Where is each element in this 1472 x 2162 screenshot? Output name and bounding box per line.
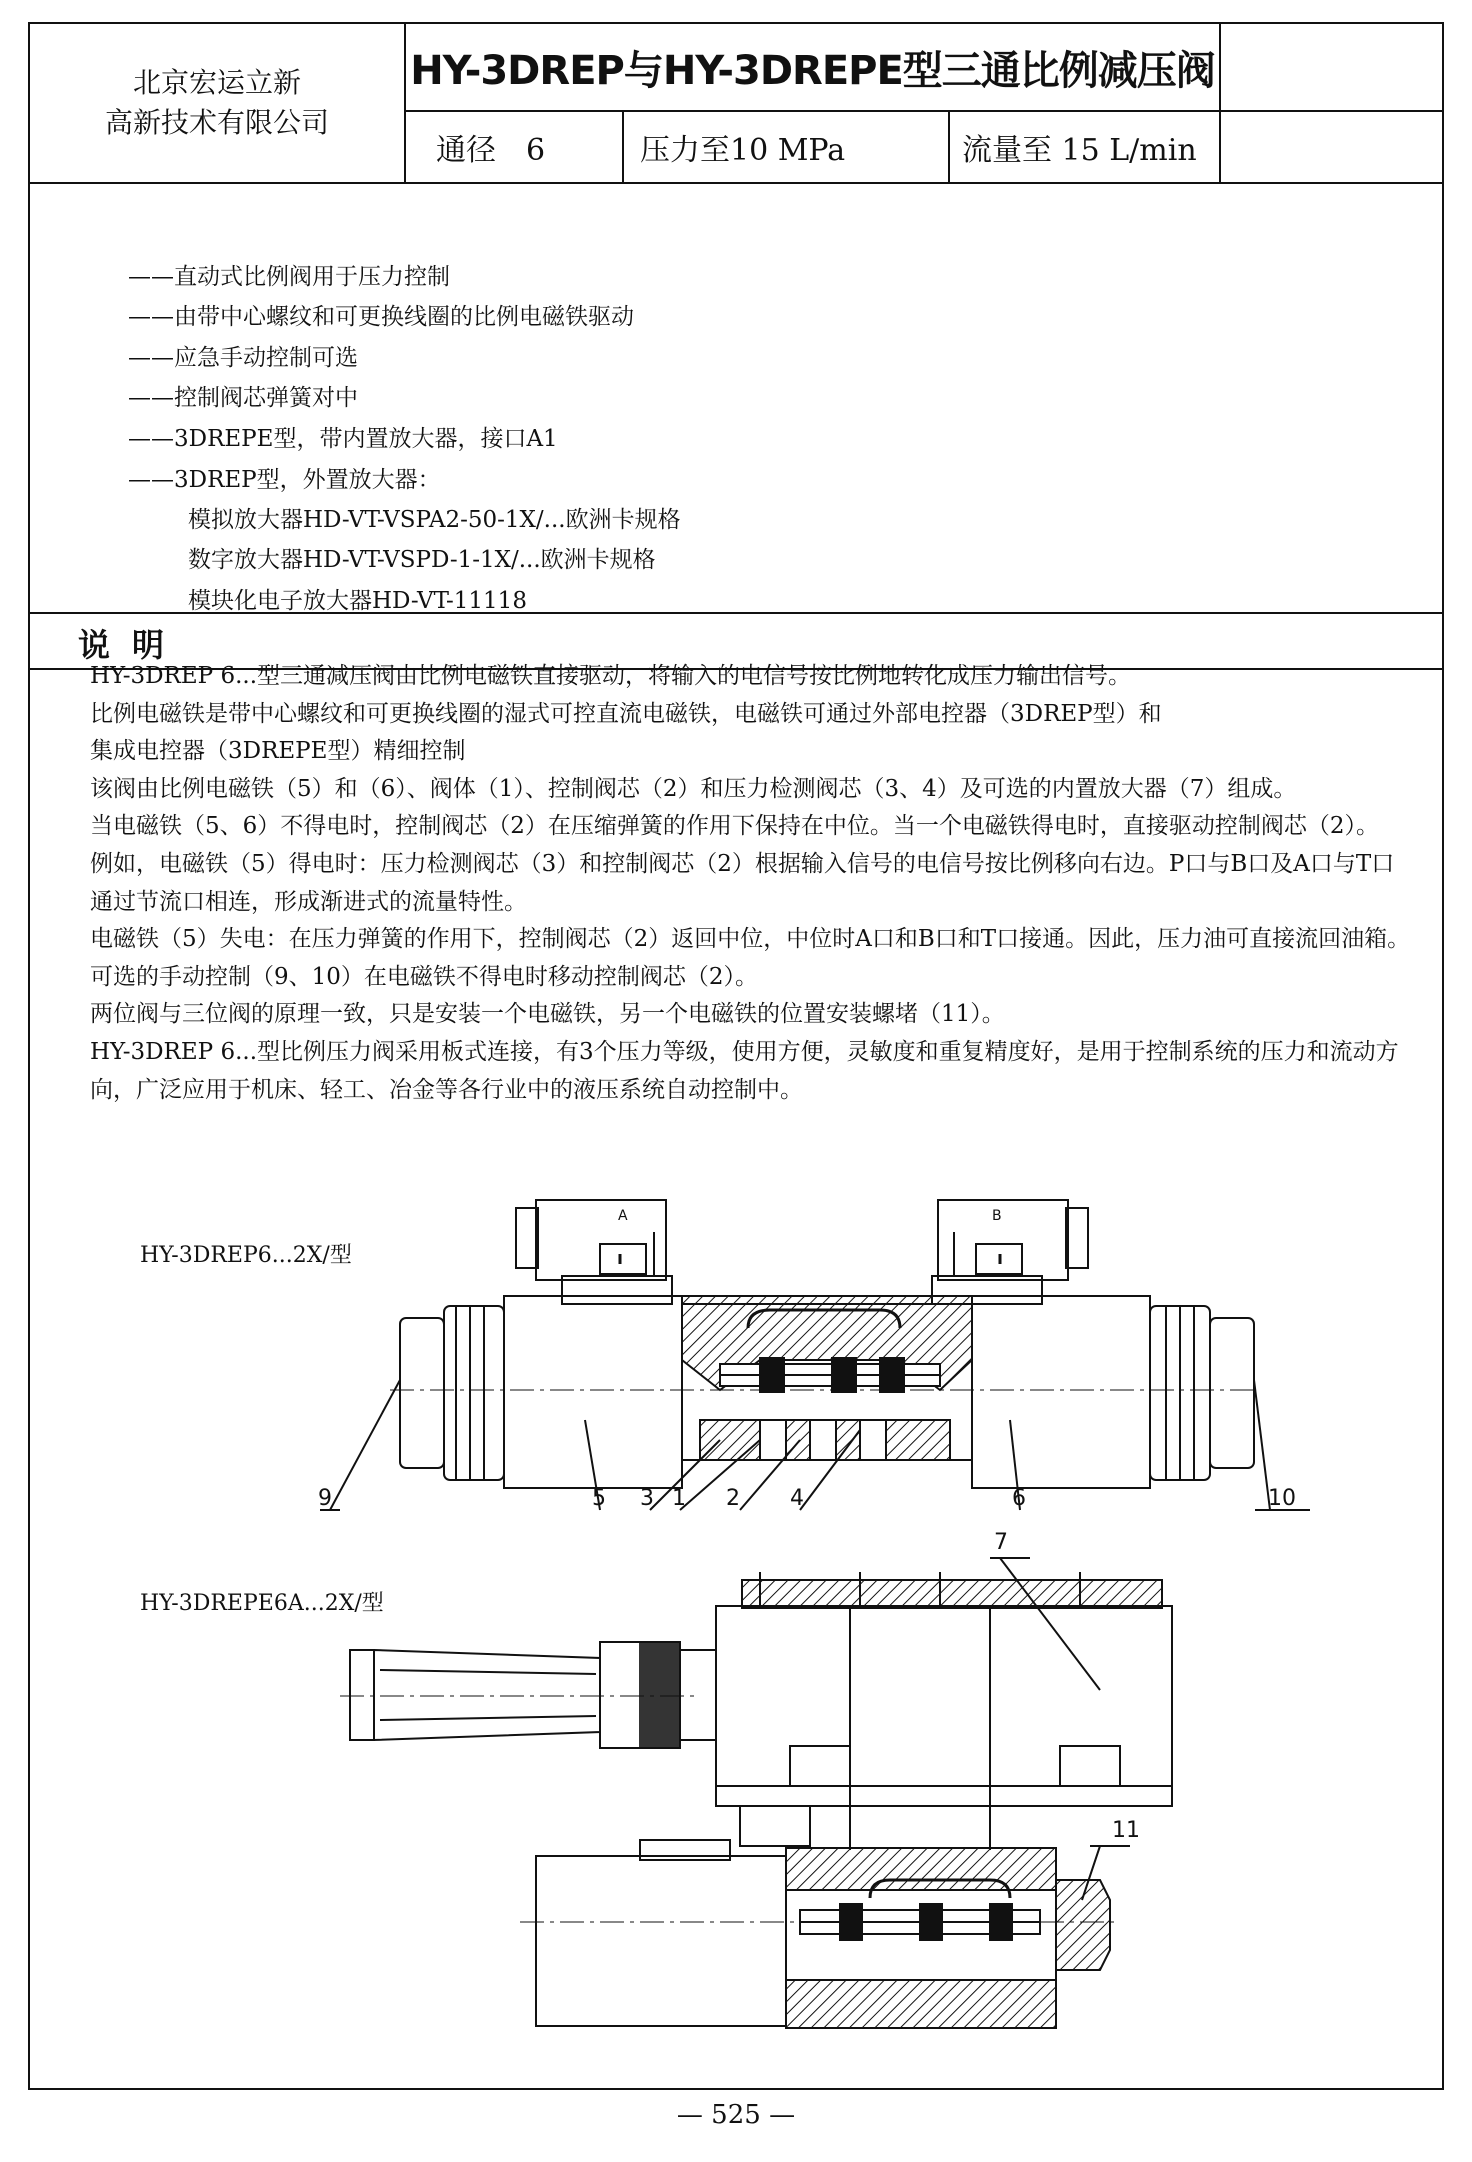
description-line: 可选的手动控制（9、10）在电磁铁不得电时移动控制阀芯（2）。 — [90, 963, 759, 990]
manual-override-right — [1210, 1318, 1254, 1468]
valve-drawing-3drepe — [340, 1558, 1172, 2028]
description-line: 例如，电磁铁（5）得电时：压力检测阀芯（3）和控制阀芯（2）根据输入信号的电信号按比例移向右边。P口与B口及A口与T口 — [90, 850, 1395, 877]
company-line-2: 高新技术有限公司 — [104, 106, 329, 139]
amplifier-7 — [716, 1606, 1172, 1786]
callout-3: 3 — [640, 1486, 654, 1511]
plug-housing-b — [938, 1200, 1068, 1280]
callout-2: 2 — [726, 1486, 740, 1511]
figure-2-label: HY-3DREPE6A...2X/型 — [140, 1591, 384, 1616]
amplifier-item: 模拟放大器HD-VT-VSPA2-50-1X/...欧洲卡规格 — [188, 507, 681, 533]
figure-1-label: HY-3DREP6...2X/型 — [140, 1243, 352, 1268]
feature-item: ——3DREPE型，带内置放大器，接口A1 — [128, 426, 558, 452]
feature-item: ——直动式比例阀用于压力控制 — [128, 264, 450, 290]
flow-rating: 流量至 15 L/min — [950, 112, 1221, 182]
section-heading-text: 说明 — [78, 626, 187, 664]
document-title: HY-3DREP与HY-3DREPE型三通比例减压阀 — [406, 24, 1221, 112]
manual-override-left — [400, 1318, 444, 1468]
description-line: 该阀由比例电磁铁（5）和（6）、阀体（1）、控制阀芯（2）和压力检测阀芯（3、4）及可选的内置放大器（7）组成。 — [90, 775, 1297, 802]
feature-item: ——由带中心螺纹和可更换线圈的比例电磁铁驱动 — [128, 304, 634, 330]
callout-11: 11 — [1112, 1818, 1140, 1843]
feature-item: ——3DREP型，外置放大器： — [128, 467, 441, 493]
callout-7: 7 — [994, 1530, 1008, 1555]
callout-5: 5 — [592, 1486, 606, 1511]
plug-11 — [1056, 1880, 1110, 1970]
feature-item: ——控制阀芯弹簧对中 — [128, 385, 358, 411]
description-line: HY-3DREP 6...型三通减压阀由比例电磁铁直接驱动，将输入的电信号按比例地转化成压力输出信号。 — [90, 663, 1132, 689]
pressure-rating: 压力至10 MPa — [624, 112, 950, 182]
description-line: 两位阀与三位阀的原理一致，只是安装一个电磁铁，另一个电磁铁的位置安装螺堵（11）。 — [90, 1001, 1005, 1028]
callout-4: 4 — [790, 1486, 804, 1511]
callout-6: 6 — [1012, 1486, 1026, 1511]
page-number: — 525 — — [676, 2100, 796, 2130]
description-line: 当电磁铁（5、6）不得电时，控制阀芯（2）在压缩弹簧的作用下保持在中位。当一个电磁铁得电时，直接驱动控制阀芯（2）。 — [90, 813, 1380, 840]
knurled-nut-left — [444, 1306, 504, 1480]
amplifier-item: 数字放大器HD-VT-VSPD-1-1X/...欧洲卡规格 — [188, 547, 656, 573]
callout-10: 10 — [1268, 1486, 1296, 1511]
connector-a-label: A — [618, 1208, 628, 1224]
company-line-1: 北京宏运立新 — [132, 66, 301, 99]
callout-9: 9 — [318, 1486, 332, 1511]
connector-b-label: B — [992, 1208, 1002, 1224]
solenoid-lower — [536, 1856, 786, 2026]
feature-item: ——应急手动控制可选 — [128, 345, 358, 371]
connector-plug — [350, 1650, 374, 1740]
solenoid-6 — [972, 1296, 1150, 1488]
description-line: 电磁铁（5）失电：在压力弹簧的作用下，控制阀芯（2）返回中位，中位时A口和B口和T口接通。因此，压力油可直接流回油箱。 — [90, 926, 1411, 953]
nominal-size: 通径 6 — [406, 112, 624, 182]
description-line: 比例电磁铁是带中心螺纹和可更换线圈的湿式可控直流电磁铁，电磁铁可通过外部电控器（3DREP型）和 — [90, 700, 1162, 727]
description-line: 通过节流口相连，形成渐进式的流量特性。 — [90, 888, 527, 915]
amplifier-item: 模块化电子放大器HD-VT-11118 — [188, 588, 527, 614]
description-line: HY-3DREP 6...型比例压力阀采用板式连接，有3个压力等级，使用方便，灵敏度和重复精度好，是用于控制系统的压力和流动方 — [90, 1038, 1399, 1065]
description-line: 向，广泛应用于机床、轻工、冶金等各行业中的液压系统自动控制中。 — [90, 1076, 803, 1103]
solenoid-5 — [504, 1296, 682, 1488]
valve-drawing-3drep — [320, 1200, 1310, 1510]
callout-1: 1 — [672, 1486, 686, 1511]
description-line: 集成电控器（3DREPE型）精细控制 — [90, 738, 466, 765]
